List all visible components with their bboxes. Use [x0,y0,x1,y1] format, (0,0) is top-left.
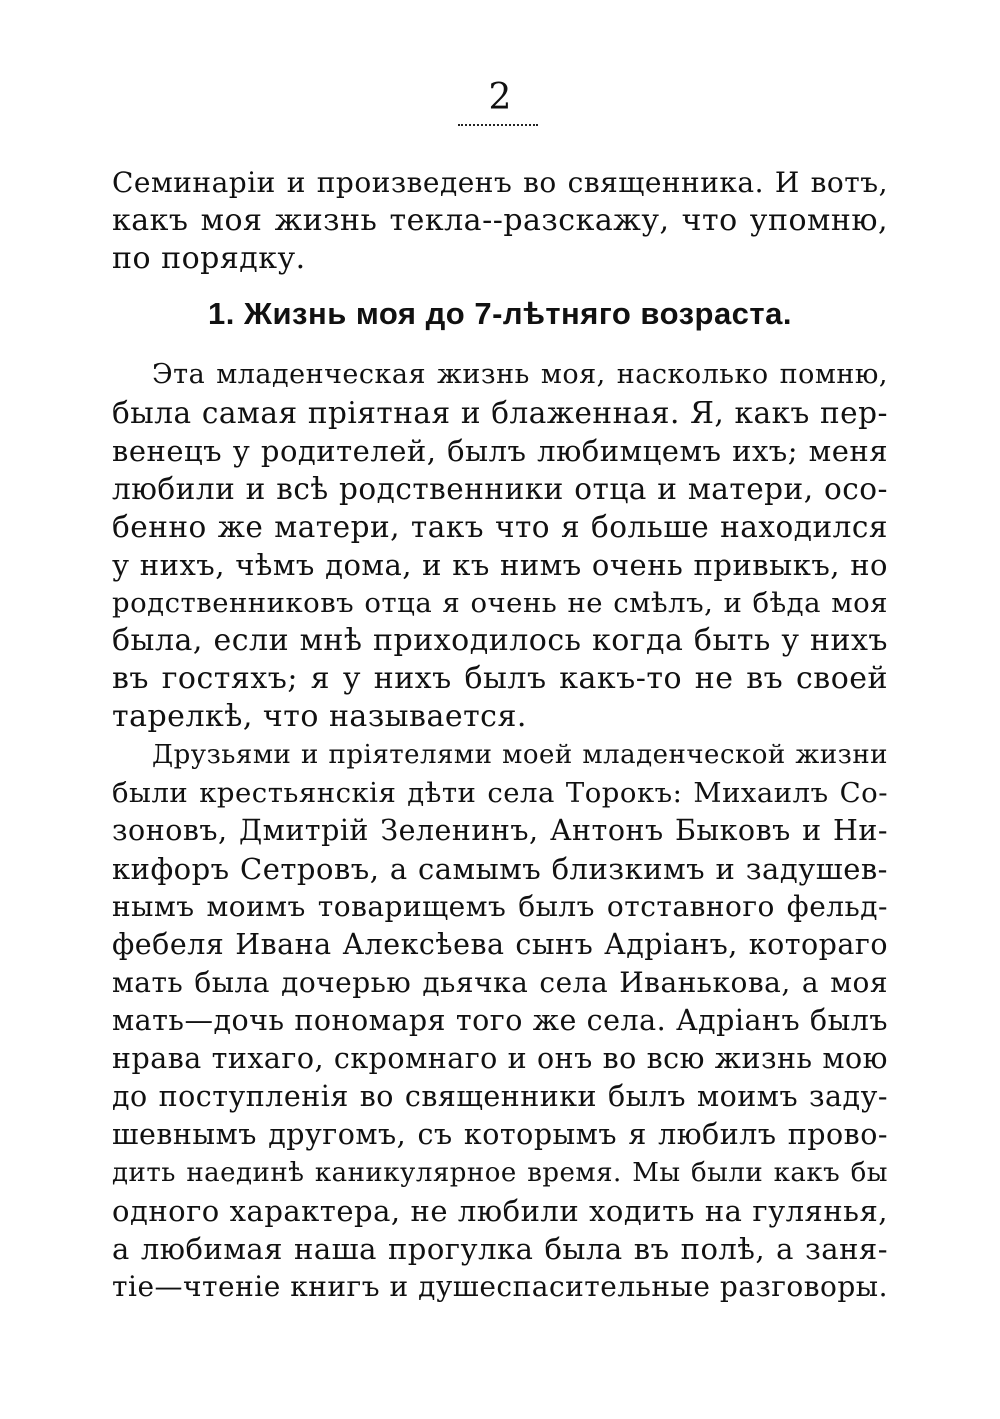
page-number: 2 [488,77,512,118]
text-line: любили и всѣ родственники отца и матери, осо- [112,472,888,506]
text-line: въ гостяхъ; я у нихъ былъ какъ-то не въ своей [112,661,888,696]
text-line: до поступленія во священники былъ моимъ заду- [112,1080,888,1113]
text-line: шевнымъ другомъ, съ которымъ я любилъ прово- [112,1118,888,1151]
text-line: дить наединѣ каникулярное время. Мы были какъ бы [112,1158,888,1188]
text-line: у нихъ, чѣмъ дома, и къ нимъ очень привыкъ, но [112,548,888,582]
text-line: была самая пріятная и блаженная. Я, какъ пер- [112,396,888,430]
text-line: тіе—чтеніе книгъ и душеспасительные разговоры. [112,1270,888,1303]
text-line: фебеля Ивана Алексѣева сынъ Адріанъ, котораго [112,928,888,961]
text-line: какъ моя жизнь текла--разскажу, что упомню, [112,203,888,238]
text-line: Семинаріи и произведенъ во священника. И вотъ, [112,166,888,199]
text-line: мать—дочь пономаря того же села. Адріанъ былъ [112,1004,888,1037]
text-line: зоновъ, Дмитрій Зеленинъ, Антонъ Быковъ и Ни- [112,814,888,847]
text-line: были крестьянскія дѣти села Торокъ: Михаилъ Со- [112,777,888,809]
text-line: бенно же матери, такъ что я больше находился [112,510,888,544]
text-line: Эта младенческая жизнь моя, насколько помню, [152,359,888,390]
text-line: мать была дочерью дьячка села Иванькова, а моя [112,966,888,999]
text-line: родственниковъ отца я очень не смѣлъ, и бѣда моя [112,587,888,619]
text-line: по порядку. [112,241,306,276]
text-line: нымъ моимъ товарищемъ былъ отставного фельд- [112,890,888,923]
text-line: Друзьями и пріятелями моей младенческой жизни [152,740,888,770]
section-heading: 1. Жизнь моя до 7-лѣтняго возраста. [208,296,792,331]
text-line: кифоръ Сетровъ, а самымъ близкимъ и задушев- [112,852,888,886]
page-number-rule [458,124,538,126]
text-line: тарелкѣ, что называется. [112,699,527,734]
text-line: была, если мнѣ приходилось когда быть у нихъ [112,623,888,658]
text-line: одного характера, не любили ходить на гулянья, [112,1194,888,1228]
text-line: венецъ у родителей, былъ любимцемъ ихъ; меня [112,434,888,468]
text-line: нрава тихаго, скромнаго и онъ во всю жизнь мою [112,1042,888,1075]
text-line: а любимая наша прогулка была въ полѣ, а заня- [112,1232,888,1266]
